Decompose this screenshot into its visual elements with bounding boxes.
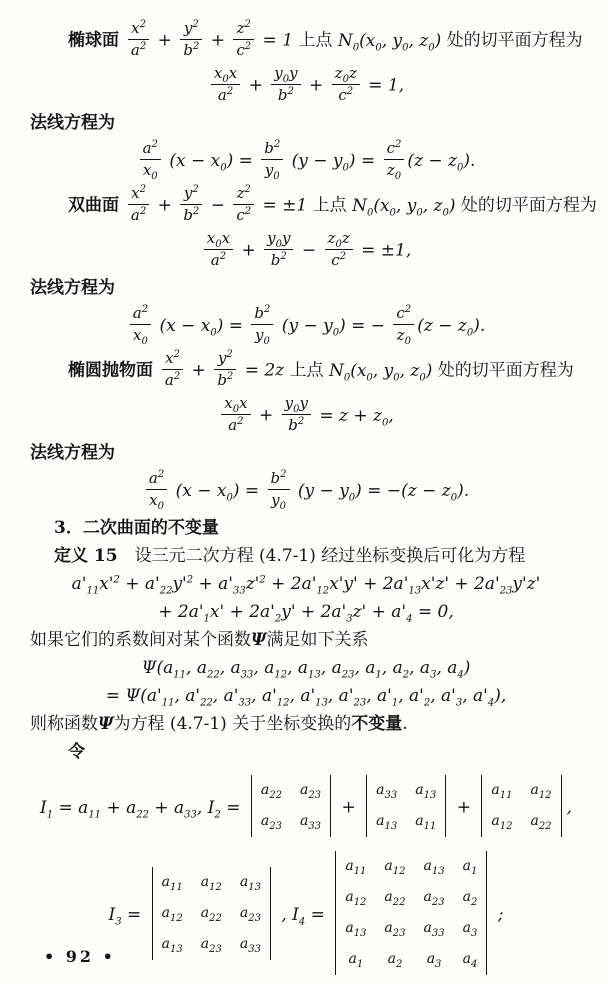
text-line [30,111,582,136]
math-text: − [296,240,322,261]
math-text: + [243,75,269,96]
math-text: $I_3$ = [108,904,147,927]
fraction: $\frac{b^2}{y_0}$ [268,470,290,508]
fraction: $\frac{y^2}{b^2}$ [180,20,202,58]
math-text: + $2a'_1x' + 2a'_2y' + 2a'_3z' + a'_4 = 0$, [158,602,454,625]
math-text: = ±1 [257,195,313,216]
text-line [30,276,582,301]
text-line [30,628,582,653]
cjk-text: . [402,714,408,734]
math-text: ; [492,904,504,925]
determinant: $a_{11}$ $a_{12}$ $a_{12}$ $a_{22}$ [481,775,561,837]
page-content [30,19,597,979]
text-line [30,441,582,466]
cjk-text: 上点 [312,195,353,216]
fraction: $\frac{c^2}{z_0}$ [384,140,405,178]
cjk-text: 处的切平面方程为 [460,195,597,216]
math-text: $(x - x_0)$ = [163,150,259,173]
cjk-text: 则称函数 [30,714,98,734]
formula-line [30,141,582,181]
page-number: • 92 • [44,947,116,966]
math-text: $\Psi(a_{11}$, $a_{22}$, $a_{33}$, $a_{12}$, $a_{13}$, $a_{23}$, $a_1$, $a_2$, $a_3$, $a_4$) [141,658,471,681]
fraction: $\frac{x^2}{a^2}$ [128,185,149,223]
math-text: + [152,30,178,51]
cjk-text: 处的切平面方程为 [437,360,574,381]
math-text: $(x - x_0)$ = [170,480,265,503]
formula-line [30,184,597,226]
cjk-text: 如果它们的系数间对某个函数 [30,630,251,650]
math-text: $N_0(x_0$, $y_0$, $z_0$) [337,30,447,53]
formula-line [30,306,582,346]
math-text: $(z - z_0)$. [417,315,486,338]
fraction: $\frac{c^2}{z_0}$ [393,305,414,343]
fraction: $\frac{z_0z}{c^2}$ [332,65,360,103]
cjk-text: 椭圆抛物面 [68,360,159,381]
math-text: Ψ [98,714,114,734]
fraction: $\frac{x_0x}{a^2}$ [221,395,250,433]
math-text: , [566,797,572,818]
math-text: + [236,240,262,261]
formula-line [30,231,582,271]
cjk-text: 椭球面 [68,30,125,51]
text-line [30,684,582,709]
math-text: + [152,195,178,216]
cjk-text: 不变量 [351,714,403,734]
math-text: $N_0(x_0$, $y_0$, $z_0$) [328,360,438,383]
text-line [30,572,582,597]
determinant: $a_{33}$ $a_{13}$ $a_{13}$ $a_{11}$ [366,775,446,837]
cjk-text: 令 [68,742,85,762]
fraction: $\frac{a^2}{x_0}$ [146,470,167,508]
formula-line [30,396,582,436]
text-line [30,544,582,569]
cjk-text: 为方程 (4.7-1) 关于坐标变换的 [113,714,352,734]
cjk-text: 处的切平面方程为 [446,30,583,51]
cjk-text: 3．二次曲面的不变量 [54,518,219,538]
formula-line [30,21,582,61]
math-text: = 2z [239,360,290,381]
math-text: + [451,797,477,818]
math-text: = $\Psi(a'_{11}$, $a'_{22}$, $a'_{33}$, $a'_{12}$, $a'_{13}$, $a'_{23}$, $a'_1$, $a'_2$, $a'_3$, $a'_4$), [105,686,507,709]
math-text: = 1 [257,30,299,51]
cjk-text: 设三元二次方程 (4.7-1) 经过坐标变换后可化为方程 [117,546,526,566]
fraction: $\frac{y_0y}{b^2}$ [271,65,300,103]
math-text: , $I_4$ = [275,904,331,927]
fraction: $\frac{x^2}{a^2}$ [128,20,149,58]
fraction: $\frac{x_0x}{a^2}$ [204,230,233,268]
math-text: = ±1, [355,240,412,261]
fraction: $\frac{z^2}{c^2}$ [233,185,254,223]
formula-line [30,471,582,511]
math-text: $N_0(x_0$, $y_0$, $z_0$) [352,195,461,218]
math-text: + [205,30,231,51]
text-line [30,600,582,625]
cjk-text: 定义 15 [54,546,118,566]
cjk-text: 满足如下关系 [266,630,369,650]
math-text: + [186,360,212,381]
fraction: $\frac{y^2}{b^2}$ [180,185,202,223]
math-text: $a'_{11}x'^2 + a'_{22}y'^2 + a'_{33}z'^2 + 2a'_{12}x'y' + 2a'_{13}x'z' + 2a'_{23}y'z'$ [71,574,541,597]
fraction: $\frac{x_0x}{a^2}$ [211,65,240,103]
determinant: $a_{11}$ $a_{12}$ $a_{13}$ $a_1$ $a_{12}$ $a_{22}$ $a_{23}$ $a_2$ $a_{13}$ $a_{23}$ $a_{33}$ $a_3$ $a_1$ $a_2$ $a_3$ $a_4$ [335,851,487,975]
formula-line [30,775,582,841]
text-line [30,656,582,681]
math-text: + [253,405,279,426]
cjk-text: 上点 [289,360,329,381]
math-text: + [336,797,362,818]
fraction: $\frac{a^2}{x_0}$ [130,305,151,343]
formula-line [30,66,582,106]
fraction: $\frac{a^2}{x_0}$ [140,140,161,178]
cjk-text: 上点 [298,30,338,51]
math-text: $I_1 = a_{11} + a_{22} + a_{33}$, $I_2$ = [40,797,246,820]
cjk-text: 法线方程为 [30,443,115,463]
fraction: $\frac{z_0z}{c^2}$ [325,230,353,268]
text-line [30,740,582,765]
math-text: = $z + z_0$, [313,405,394,428]
text-line [30,712,582,737]
math-text: Ψ [251,630,267,650]
math-text: = 1, [362,75,405,96]
math-text: − [205,195,231,216]
math-text: + [303,75,329,96]
fraction: $\frac{y_0y}{b^2}$ [264,230,293,268]
fraction: $\frac{b^2}{y_0}$ [261,140,283,178]
cjk-text: 法线方程为 [30,278,115,298]
fraction: $\frac{z^2}{c^2}$ [233,20,254,58]
math-text: $(z - z_0)$. [407,150,476,173]
math-text: $(y - y_0)$ = − [276,315,391,338]
math-text: $(x - x_0)$ = [154,315,249,338]
math-text: $(y - y_0)$ = [286,150,381,173]
cjk-text: 法线方程为 [30,113,115,133]
fraction: $\frac{y^2}{b^2}$ [214,350,236,388]
determinant: $a_{11}$ $a_{12}$ $a_{13}$ $a_{12}$ $a_{22}$ $a_{23}$ $a_{13}$ $a_{23}$ $a_{33}$ [152,867,271,960]
math-text: $(y - y_0) = -(z - z_0)$. [292,480,470,503]
text-line [30,516,582,541]
formula-line [30,351,582,391]
fraction: $\frac{x^2}{a^2}$ [162,350,183,388]
fraction: $\frac{b^2}{y_0}$ [251,305,273,343]
cjk-text: 双曲面 [68,195,125,216]
determinant: $a_{22}$ $a_{23}$ $a_{23}$ $a_{33}$ [251,775,331,837]
fraction: $\frac{y_0y}{b^2}$ [282,395,311,433]
